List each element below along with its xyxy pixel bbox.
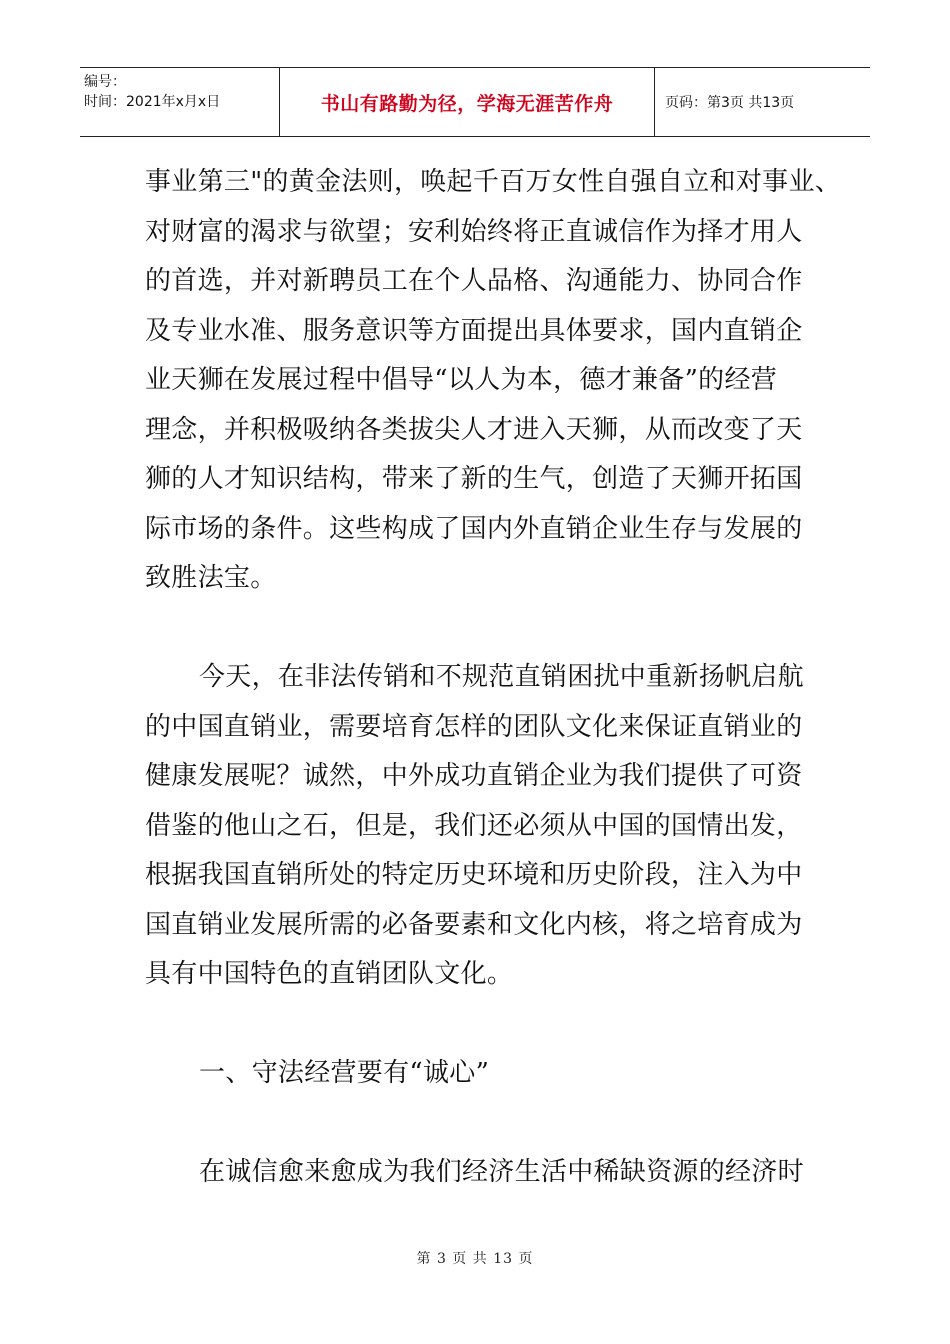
text-line: 借鉴的他山之石，但是，我们还必须从中国的国情出发， (145, 810, 803, 841)
text-line: 的首选，并对新聘员工在个人品格、沟通能力、协同合作 (145, 266, 803, 296)
text-line: 事业第三"的黄金法则，唤起千百万女性自强自立和对事业、 (145, 167, 842, 197)
date-label: 时间：2021年x月x日 (84, 94, 221, 110)
header-meta (80, 68, 280, 136)
paragraph-gap (145, 1000, 815, 1050)
text-line: 对财富的渴求与欲望；安利始终将正直诚信作为择才用人 (145, 216, 803, 247)
text-line: 在诚信愈来愈成为我们经济生活中稀缺资源的经济时 (199, 1157, 804, 1187)
text-line: 今天，在非法传销和不规范直销困扰中重新扬帆启航 (199, 662, 804, 692)
page-header (80, 67, 870, 137)
paragraph-gap (145, 1099, 815, 1149)
document-body (145, 158, 842, 1198)
text-line: 致胜法宝。 (145, 563, 277, 593)
header-motto: 书山有路勤为径，学海无涯苦作舟 (280, 68, 655, 136)
text-line: 国直销业发展所需的必备要素和文化内核，将之培育成为 (145, 909, 803, 940)
text-line: 理念，并积极吸纳各类拔尖人才进入天狮，从而改变了天 (145, 414, 803, 445)
text-line: 及专业水准、服务意识等方面提出具体要求，国内直销企 (145, 315, 803, 346)
text-line: 狮的人才知识结构，带来了新的生气，创造了天狮开拓国 (145, 464, 803, 494)
paragraph-gap (145, 604, 815, 654)
header-page-info: 页码：第3页 共13页 (665, 95, 795, 111)
text-line: 具有中国特色的直销团队文化。 (145, 959, 514, 989)
text-line: 健康发展呢？诚然，中外成功直销企业为我们提供了可资 (145, 761, 803, 791)
text-line: 际市场的条件。这些构成了国内外直销企业生存与发展的 (145, 513, 803, 544)
text-line: 根据我国直销所处的特定历史环境和历史阶段，注入为中 (145, 860, 803, 890)
number-label: 编号： (84, 74, 126, 90)
page-footer: 第 3 页 共 13 页 (416, 1251, 534, 1267)
text-line: 业天狮在发展过程中倡导“以人为本，德才兼备”的经营 (145, 365, 778, 395)
paragraph-1 (145, 158, 842, 604)
section-heading: 一、守法经营要有“诚心” (199, 1058, 490, 1088)
text-line: 的中国直销业，需要培育怎样的团队文化来保证直销业的 (145, 711, 803, 742)
paragraph-2 (145, 653, 815, 1000)
paragraph-3 (145, 1148, 815, 1198)
